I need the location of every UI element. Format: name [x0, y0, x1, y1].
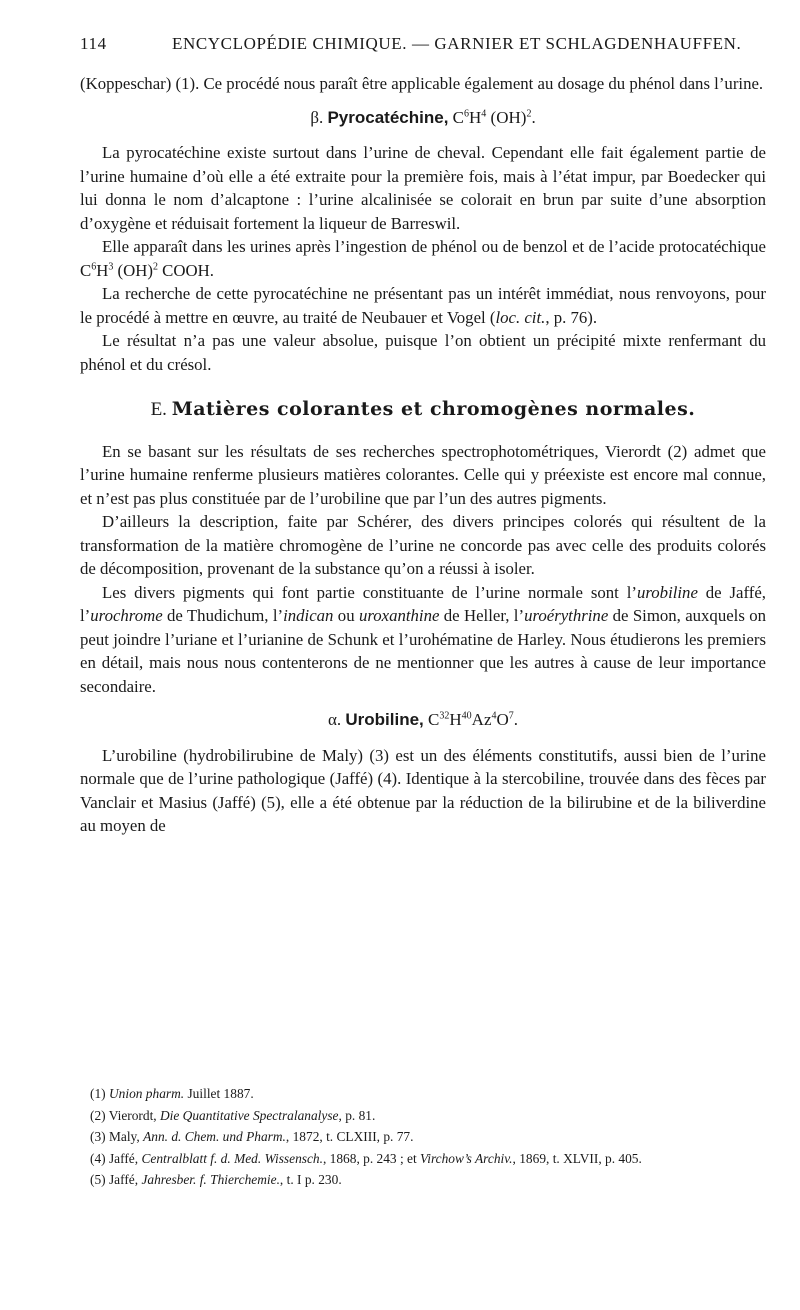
- paragraph: La recherche de cette pyrocatéchine ne présentant pas un intérêt immédiat, nous renvoyons, pour le procédé à mettre en œuvre, au traité de Neubauer et Vogel (loc. cit., p. 76).: [80, 284, 766, 327]
- footnote: (1) Union pharm. Juillet 1887.: [90, 1086, 254, 1101]
- paragraph: Elle apparaît dans les urines après l’ingestion de phénol ou de benzol et de l’acide protocatéchique $C^6H^3$ (OH)$^2$ COOH.: [80, 237, 766, 280]
- subsection-heading-urobiline: α. Urobiline, $C^{32}H^{40}Az^4O^7$.: [327, 710, 519, 729]
- chemical-formula: $C^6H^4$ (OH)$^2$.: [452, 107, 536, 127]
- paragraph: (Koppeschar) (1). Ce procédé nous paraît être applicable également au dosage du phénol dans l’urine.: [80, 74, 764, 93]
- chemical-formula: $C^{32}H^{40}Az^4O^7$.: [428, 710, 519, 729]
- subsection-heading-pyrocatechine: β. Pyrocatéchine, $C^6H^4$ (OH)$^2$.: [310, 107, 536, 127]
- footnote: (2) Vierordt, Die Quantitative Spectralanalyse, p. 81.: [90, 1107, 376, 1123]
- footnote: (5) Jaffé, Jahresber. f. Thierchemie., t. I p. 230.: [90, 1172, 342, 1187]
- section-heading-matieres-colorantes: E. Matières colorantes et chromogènes normales.: [150, 398, 696, 420]
- running-header: [80, 34, 766, 62]
- paragraph: Les divers pigments qui font partie constituante de l’urine normale sont l’urobiline de Jaffé, l’urochrome de Thudichum, l’indican ou uroxanthine de Heller, l’uroérythrine de Simon, auxquels on peut joindre l’uriane et l’urianine de Schunk et l’urohématine de Harley. Nous étudierons les premiers en détail, mais nous nous contenterons de ne mentionner que les autres à cause de leur importance secondaire.: [80, 582, 766, 696]
- body-text: [80, 72, 766, 838]
- paragraph: La pyrocatéchine existe surtout dans l’urine de cheval. Cependant elle fait également partie de l’urine humaine d’où elle a été extraite pour la première fois, mais à l’état impur, par Boedecker qui lui donna le nom d’alcaptone : l’urine alcalinisée se colorait en brun par suite d’une absorption d’oxygène et réduisait fortement la liqueur de Barreswil.: [80, 143, 766, 233]
- page-number: 114: [80, 34, 107, 53]
- footnote: (3) Maly, Ann. d. Chem. und Pharm., 1872, t. CLXIII, p. 77.: [90, 1129, 414, 1144]
- footnote: (4) Jaffé, Centralblatt f. d. Med. Wissensch., 1868, p. 243 ; et Virchow’s Archiv., 1869, t. XLVII, p. 405.: [90, 1150, 642, 1166]
- footnotes: [80, 1083, 766, 1191]
- paragraph: En se basant sur les résultats de ses recherches spectrophotométriques, Vierordt (2) admet que l’urine humaine renferme plusieurs matières colorantes. Celle qui y préexiste est encore mal connue, et n’est pas plus constituée par de l’urobiline que par l’un des autres pigments.: [80, 441, 766, 508]
- paragraph: L’urobiline (hydrobilirubine de Maly) (3) est un des éléments constitutifs, aussi bien de l’urine normale que de l’urine pathologique (Jaffé) (4). Identique à la stercobiline, trouvée dans des fèces par Vanclair et Masius (Jaffé) (5), elle a été obtenue par la réduction de la bilirubine et de la biliverdine au moyen de: [80, 745, 766, 835]
- paragraph: Le résultat n’a pas une valeur absolue, puisque l’on obtient un précipité mixte renfermant du phénol et du crésol.: [80, 331, 766, 374]
- running-title: ENCYCLOPÉDIE CHIMIQUE. — GARNIER ET SCHLAGDENHAUFFEN.: [172, 34, 742, 53]
- paragraph: D’ailleurs la description, faite par Schérer, des divers principes colorés qui résultent de la transformation de la matière chromogène de l’urine ne concorde pas avec celle des produits colorés de décomposition, provenant de la substance qu’on a réussi à isoler.: [80, 512, 766, 578]
